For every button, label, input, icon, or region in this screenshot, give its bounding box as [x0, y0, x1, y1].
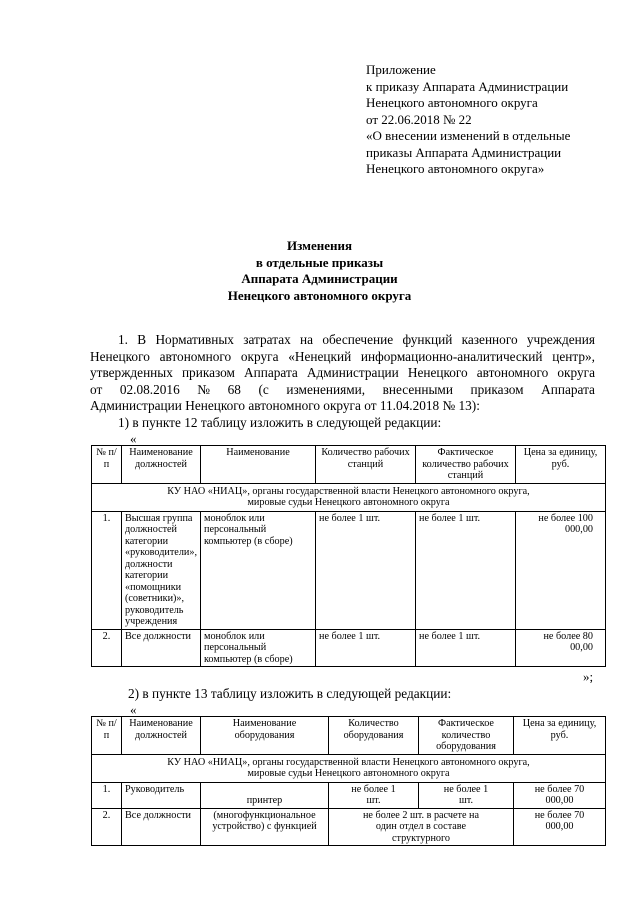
- paragraph-word: округа: [557, 365, 595, 380]
- table-row: [92, 782, 606, 808]
- appendix-line: Ненецкого автономного округа: [366, 95, 538, 110]
- paragraph-line: Администрации Ненецкого автономного округа от 11.04.2018 № 13):: [90, 398, 480, 413]
- header-cell: № п/п: [92, 717, 122, 755]
- header-cell: Наименование должностей: [122, 446, 201, 484]
- header-cell: Количество рабочих станций: [316, 446, 416, 484]
- paragraph-line: [90, 382, 595, 399]
- title-line: Аппарата Администрации: [241, 271, 398, 286]
- appendix-line: от 22.06.2018 № 22: [366, 111, 472, 127]
- paragraph-word: внесенными: [382, 381, 453, 397]
- header-cell: Фактическое количество рабочих станций: [416, 446, 516, 484]
- header-cell: Фактическое количество оборудования: [419, 717, 514, 755]
- paragraph-word: автономного: [159, 348, 232, 364]
- cell: Все должности: [122, 808, 201, 846]
- paragraph-word: приказом: [470, 381, 524, 397]
- table-row: [92, 511, 606, 629]
- paragraph-word: обеспечение: [322, 332, 394, 347]
- cell: не более 2 шт. в расчете на один отдел в составе структурного: [329, 808, 514, 846]
- table-header-row: [92, 717, 606, 755]
- open-quote-1: «: [130, 431, 137, 446]
- table-group-row: [92, 754, 606, 782]
- table-header-row: [92, 446, 606, 484]
- header-cell: Цена за единицу, руб.: [516, 446, 606, 484]
- table-equipment: [91, 716, 606, 846]
- close-quote: »;: [583, 669, 594, 684]
- appendix-line: Приложение: [366, 62, 436, 77]
- cell: принтер: [201, 782, 329, 808]
- sub-item-1: 1) в пункте 12 таблицу изложить в следующей редакции:: [118, 415, 442, 430]
- cell: не более 70 000,00: [514, 782, 606, 808]
- group-cell: КУ НАО «НИАЦ», органы государственной власти Ненецкого автономного округа, мировые судьи Ненецкого автономного округа: [92, 483, 606, 511]
- paragraph-word: казенного: [461, 332, 518, 347]
- title-line: Ненецкого автономного округа: [227, 287, 412, 303]
- paragraph-word: «Ненецкий: [288, 348, 352, 364]
- paragraph-word: на: [300, 332, 314, 347]
- paragraph-word: Администрации: [306, 365, 399, 380]
- header-cell: Наименование оборудования: [201, 717, 329, 755]
- document-title: [0, 238, 639, 304]
- item-1-paragraph: [90, 332, 595, 415]
- header-cell: Наименование: [201, 446, 316, 484]
- sub-item-2: 2) в пункте 13 таблицу изложить в следующей редакции:: [128, 686, 452, 701]
- appendix-line: Ненецкого автономного округа»: [366, 161, 545, 176]
- cell: 2.: [92, 808, 122, 846]
- paragraph-word: центр»,: [552, 348, 595, 364]
- cell: Руководитель: [122, 782, 201, 808]
- paragraph-word: Ненецкого: [90, 348, 150, 364]
- paragraph-word: затратах: [243, 332, 291, 347]
- paragraph-word: (с: [258, 381, 269, 397]
- paragraph-word: округа: [240, 348, 279, 364]
- paragraph-word: изменениями,: [286, 381, 366, 397]
- appendix-line: «О внесении изменений в отдельные: [366, 128, 571, 143]
- table-row: [92, 808, 606, 846]
- paragraph-word: Аппарата: [244, 365, 298, 380]
- cell: моноблок или персональный компьютер (в сборе): [201, 511, 316, 629]
- paragraph-line: [90, 332, 595, 349]
- cell: не более 100 000,00: [516, 511, 606, 629]
- cell: не более 1 шт.: [329, 782, 419, 808]
- header-cell: Количество оборудования: [329, 717, 419, 755]
- appendix-line: к приказу Аппарата Администрации: [366, 78, 569, 94]
- cell: не более 1 шт.: [316, 629, 416, 667]
- paragraph-word: от: [90, 381, 103, 397]
- cell: Высшая группа должностей категории «руководители», должности категории «помощники (советники)», руководитель учреждения: [122, 511, 201, 629]
- cell: не более 70 000,00: [514, 808, 606, 846]
- cell: моноблок или персональный компьютер (в сборе): [201, 629, 316, 667]
- cell: 1.: [92, 511, 122, 629]
- cell: 2.: [92, 629, 122, 667]
- table-group-row: [92, 483, 606, 511]
- cell: не более 80 00,00: [516, 629, 606, 667]
- cell: не более 1 шт.: [316, 511, 416, 629]
- cell: не более 1 шт.: [416, 629, 516, 667]
- header-cell: № п/п: [92, 446, 122, 484]
- paragraph-word: 1.: [118, 332, 128, 347]
- table-workstations: [91, 445, 606, 667]
- paragraph-word: В: [137, 332, 147, 347]
- paragraph-word: Ненецкого: [407, 365, 468, 380]
- paragraph-word: Аппарата: [541, 381, 595, 397]
- paragraph-word: функций: [402, 332, 453, 347]
- paragraph-line: [90, 365, 595, 382]
- paragraph-word: автономного: [476, 365, 549, 380]
- title-line: в отдельные приказы: [255, 254, 384, 270]
- cell: не более 1 шт.: [416, 511, 516, 629]
- group-cell: КУ НАО «НИАЦ», органы государственной власти Ненецкого автономного округа, мировые судьи Ненецкого автономного округа: [92, 754, 606, 782]
- table-row: [92, 629, 606, 667]
- open-quote-2: «: [130, 702, 137, 717]
- paragraph-line: [90, 349, 595, 366]
- paragraph-word: 68: [227, 381, 241, 397]
- cell: (многофункциональное устройство) с функцией: [201, 808, 329, 846]
- appendix-header: [366, 62, 626, 178]
- title-line: Изменения: [286, 238, 353, 253]
- cell: 1.: [92, 782, 122, 808]
- paragraph-word: учреждения: [526, 332, 595, 347]
- paragraph-word: 02.08.2016: [119, 381, 180, 397]
- header-cell: Наименование должностей: [122, 717, 201, 755]
- header-cell: Цена за единицу, руб.: [514, 717, 606, 755]
- paragraph-word: утвержденных: [90, 365, 173, 380]
- appendix-line: приказы Аппарата Администрации: [366, 144, 562, 160]
- paragraph-word: информационно-аналитический: [360, 348, 543, 364]
- paragraph-word: приказом: [181, 365, 235, 380]
- cell: не более 1 шт.: [419, 782, 514, 808]
- paragraph-word: Нормативных: [155, 332, 234, 347]
- cell: Все должности: [122, 629, 201, 667]
- paragraph-word: №: [197, 381, 210, 397]
